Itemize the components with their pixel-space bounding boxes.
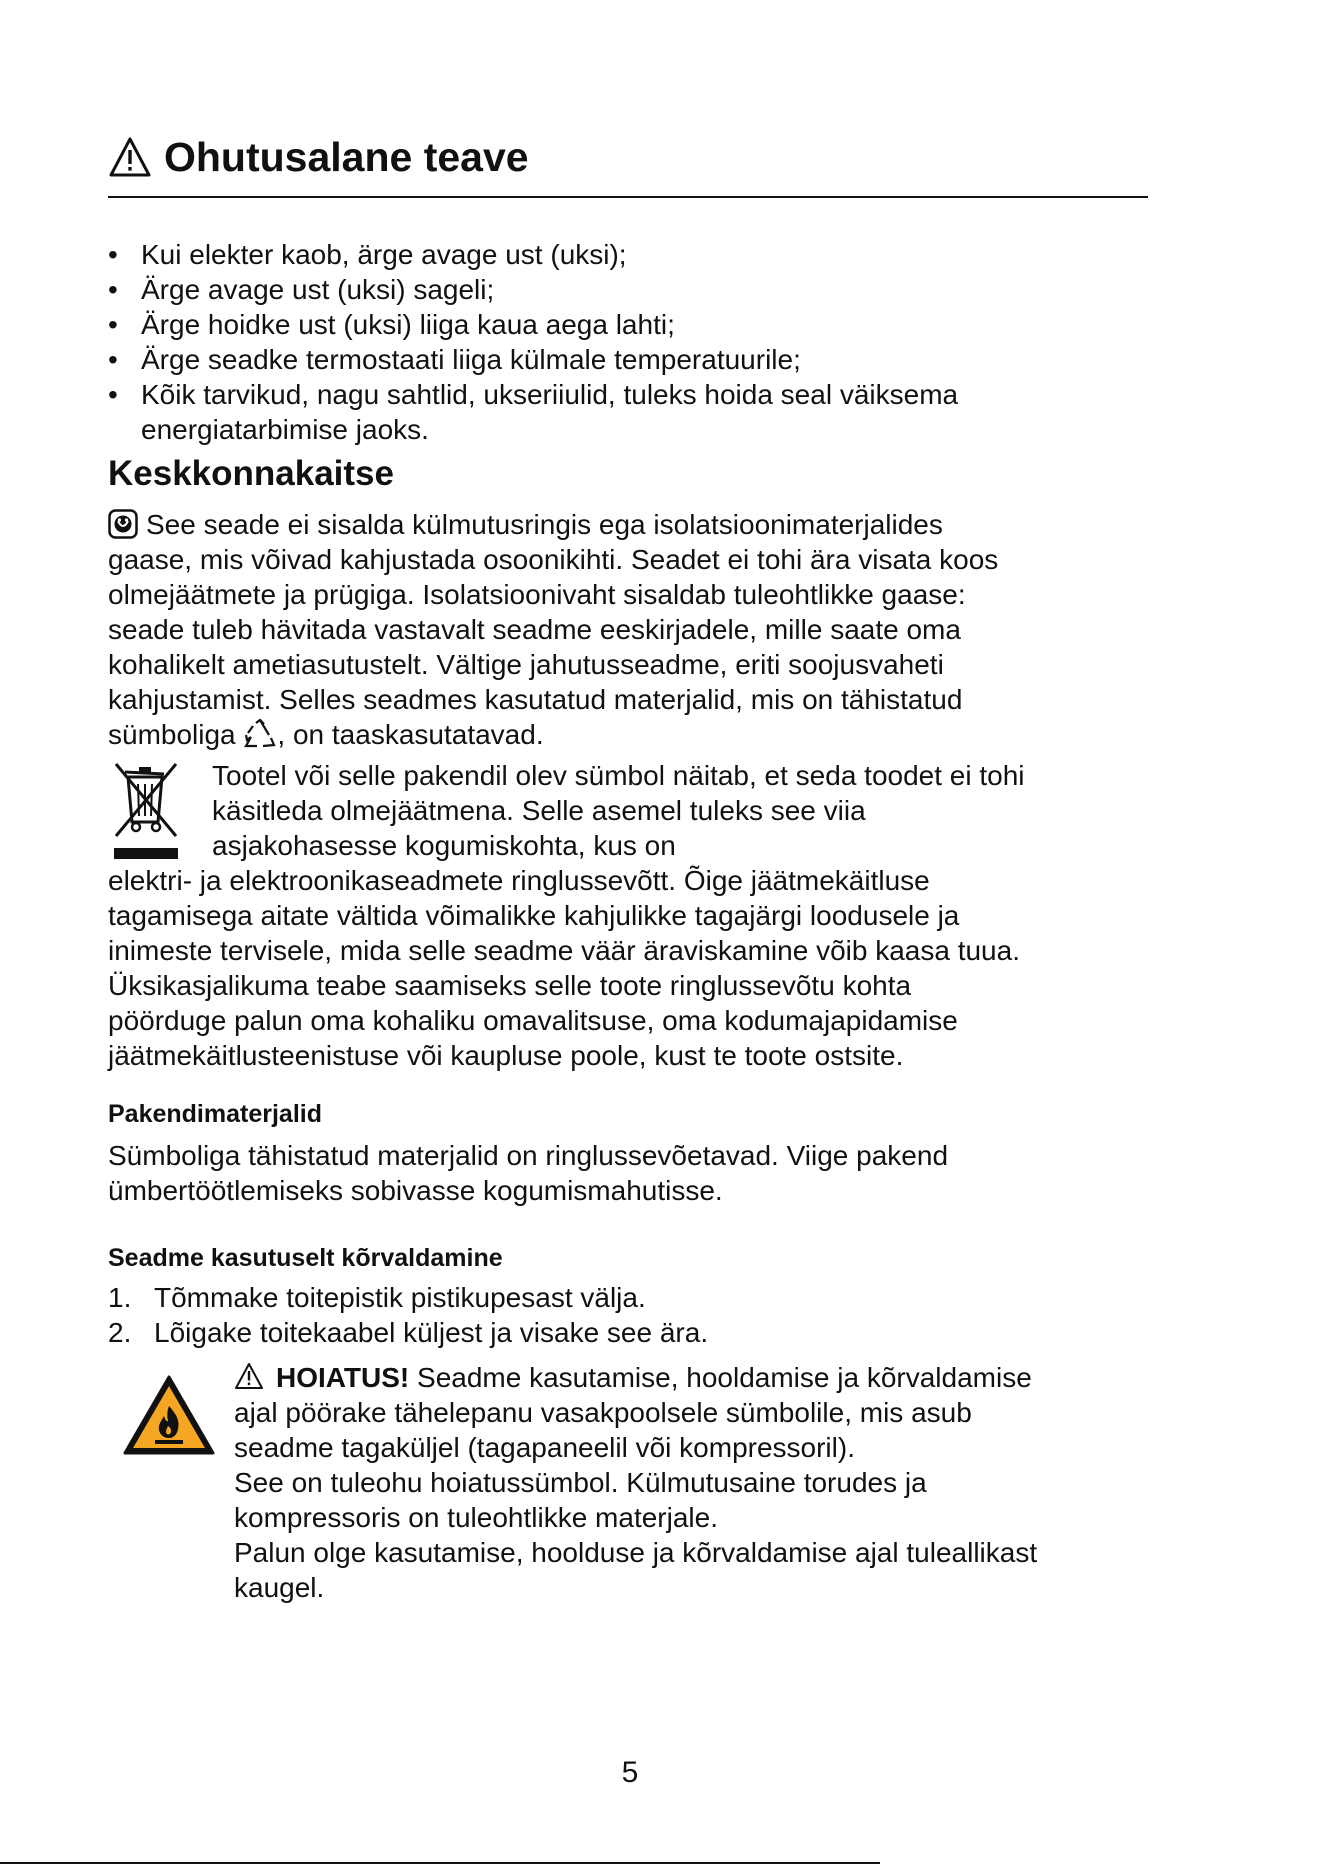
paragraph-line: pöörduge palun oma kohaliku omavalitsuse, oma kodumajapidamise — [108, 1005, 958, 1036]
paragraph-line-text: , on taaskasutatavad. — [277, 719, 544, 750]
paragraph-line: seadme tagaküljel (tagapaneelil või kompressoril). — [234, 1432, 855, 1463]
list-item: • Ärge hoidke ust (uksi) liiga kaua aega lahti; — [108, 307, 1148, 342]
weee-paragraph-indented — [212, 758, 1162, 863]
paragraph-line: jäätmekäitlusteenistuse või kaupluse poole, kust te toote ostsite. — [108, 1040, 904, 1071]
paragraph-line: kaugel. — [234, 1572, 325, 1603]
step-text: Tõmmake toitepistik pistikupesast välja. — [154, 1282, 646, 1313]
paragraph-line: seade tuleb hävitada vastavalt seadme eeskirjadele, mille saate oma — [108, 614, 961, 645]
paragraph-line: Palun olge kasutamise, hoolduse ja kõrvaldamise ajal tuleallikast — [234, 1537, 1038, 1568]
title-divider — [108, 196, 1148, 198]
section-heading-environment: Keskkonnakaitse — [108, 454, 394, 493]
paragraph-line: kompressoris on tuleohtlikke materjale. — [234, 1502, 718, 1533]
section-heading-packaging: Pakendimaterjalid — [108, 1100, 322, 1128]
paragraph-line-text: Seadme kasutamise, hooldamise ja kõrvaldamise — [409, 1362, 1032, 1393]
paragraph-line: tagamisega aitate vältida võimalikke kahjulikke tagajärgi loodusele ja — [108, 900, 960, 931]
paragraph-line: inimeste tervisele, mida selle seadme väär äraviskamine võib kaasa tuua. — [108, 935, 1020, 966]
list-item — [108, 1280, 1148, 1315]
weee-paragraph — [108, 863, 1168, 1073]
paragraph-line: Tootel või selle pakendil olev sümbol näitab, et seda toodet ei tohi — [212, 760, 1025, 791]
page-title — [108, 132, 1148, 182]
paragraph-line: elektri- ja elektroonikaseadmete ringlussevõtt. Õige jäätmekäitluse — [108, 865, 930, 896]
list-item — [108, 377, 1148, 447]
list-item-continuation: energiatarbimise jaoks. — [141, 414, 429, 445]
warning-paragraph — [234, 1360, 1164, 1605]
recycle-icon — [243, 718, 277, 750]
step-text: Lõigake toitekaabel küljest ja visake see ära. — [154, 1317, 709, 1348]
packaging-paragraph — [108, 1138, 1158, 1208]
list-item — [108, 1315, 1148, 1350]
paragraph-line: olmejäätmete ja prügiga. Isolatsioonivaht sisaldab tuleohtlikke gaase: — [108, 579, 966, 610]
warning-triangle-icon — [108, 136, 152, 178]
section-heading-disposal: Seadme kasutuselt kõrvaldamine — [108, 1244, 503, 1272]
page-title-text: Ohutusalane teave — [164, 134, 529, 180]
list-item: • Ärge avage ust (uksi) sageli; — [108, 272, 1148, 307]
paragraph-line: kohalikelt ametiasutustelt. Vältige jahutusseadme, eriti soojusvaheti — [108, 649, 944, 680]
paragraph-line: kahjustamist. Selles seadmes kasutatud materjalid, mis on tähistatud — [108, 684, 963, 715]
paragraph-line: Sümboliga tähistatud materjalid on ringlussevõetavad. Viige pakend — [108, 1140, 949, 1171]
paragraph-line: asjakohasesse kogumiskohta, kus on — [212, 830, 676, 861]
paragraph-line: ümbertöötlemiseks sobivasse kogumismahutisse. — [108, 1175, 723, 1206]
paragraph-line: See on tuleohu hoiatussümbol. Külmutusaine torudes ja — [234, 1467, 927, 1498]
paragraph-line: käsitleda olmejäätmena. Selle asemel tuleks see viia — [212, 795, 866, 826]
paragraph-line — [108, 717, 1158, 752]
paragraph-line: ajal pöörake tähelepanu vasakpoolsele sümbolile, mis asub — [234, 1397, 972, 1428]
footer-divider — [0, 1862, 880, 1864]
page-number: 5 — [621, 1756, 639, 1789]
list-item: • Kui elekter kaob, ärge avage ust (uksi); — [108, 237, 1148, 272]
crossed-out-bin-icon — [110, 760, 182, 860]
paragraph-line — [234, 1360, 1164, 1395]
paragraph-line: gaase, mis võivad kahjustada osoonikihti. Seadet ei tohi ära visata koos — [108, 544, 999, 575]
disposal-steps — [108, 1280, 1148, 1350]
environment-paragraph — [108, 507, 1158, 752]
step-number: 1. — [108, 1282, 132, 1313]
paragraph-line: Üksikasjalikuma teabe saamiseks selle toote ringlussevõtu kohta — [108, 970, 912, 1001]
ozone-safe-icon — [108, 509, 138, 539]
warning-label: HOIATUS! — [276, 1362, 410, 1393]
step-number: 2. — [108, 1317, 132, 1348]
paragraph-line-text: See seade ei sisalda külmutusringis ega isolatsioonimaterjalides — [146, 509, 943, 540]
warning-triangle-icon — [234, 1362, 264, 1390]
paragraph-line — [108, 507, 1158, 542]
paragraph-line-text: sümboliga — [108, 719, 236, 750]
list-item-text: Kõik tarvikud, nagu sahtlid, ukseriiulid, tuleks hoida seal väiksema — [141, 379, 959, 410]
list-item: • Ärge seadke termostaati liiga külmale temperatuurile; — [108, 342, 1148, 377]
flammable-warning-icon — [122, 1374, 216, 1456]
safety-bullet-list — [108, 237, 1148, 447]
